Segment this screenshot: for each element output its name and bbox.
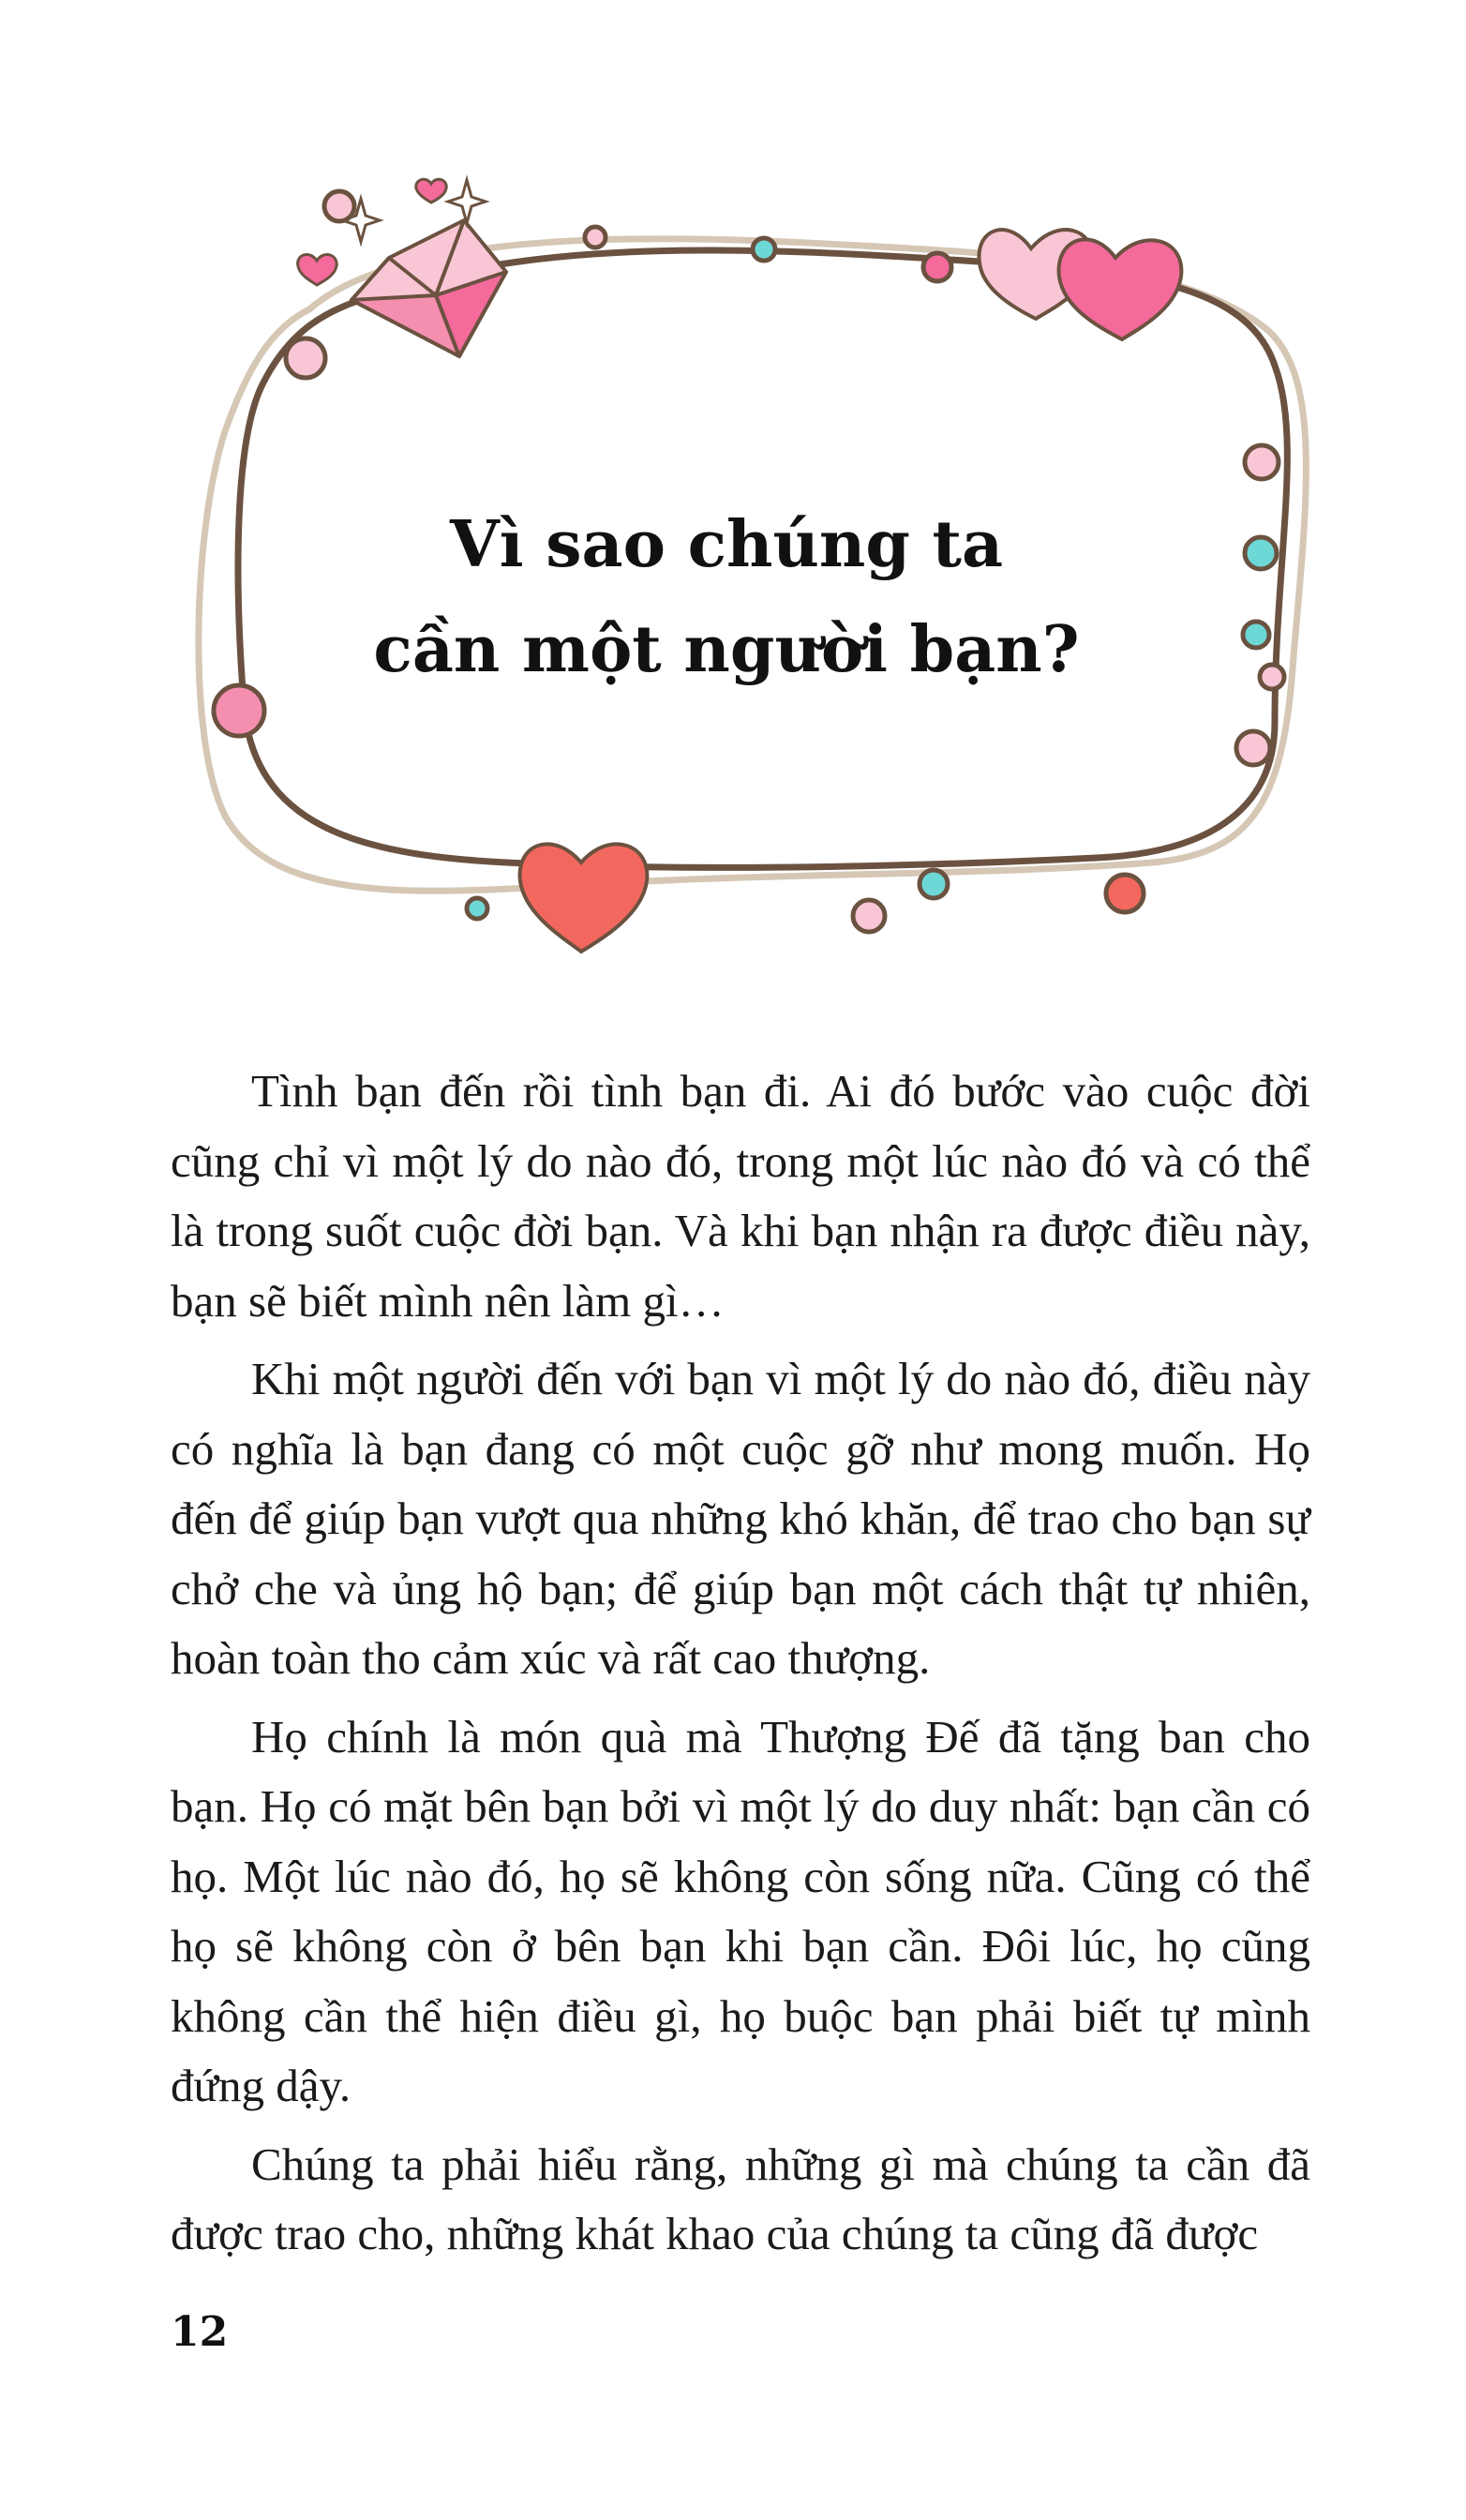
bead (1243, 622, 1269, 648)
paragraph: Chúng ta phải hiểu rằng, những gì mà chúng ta cần đã được trao cho, những khát khao của chúng ta cũng đã được (171, 2138, 1310, 2259)
bead (467, 898, 487, 919)
bead (1106, 875, 1144, 912)
bead (585, 227, 606, 248)
paragraph: Họ chính là món quà mà Thượng Đế đã tặng ban cho bạn. Họ có mặt bên bạn bởi vì một lý do duy nhất: bạn cần có họ. Một lúc nào đó, họ sẽ không còn sống nữa. Cũng có thể họ sẽ không còn ở bên bạn khi bạn cần. Đôi lúc, họ cũng không cần thể hiện điều gì, họ buộc bạn phải biết tự mình đứng dậy. (171, 1710, 1310, 2111)
body-text (171, 1057, 1310, 2278)
bead (1260, 665, 1284, 689)
bead (1236, 731, 1270, 765)
page-number: 12 (171, 2308, 229, 2356)
bead (753, 238, 775, 261)
page-title (328, 492, 1125, 702)
title-line-1: Vì sao chúng ta (449, 507, 1004, 582)
paragraph: Tình bạn đến rồi tình bạn đi. Ai đó bước vào cuộc đời cũng chỉ vì một lý do nào đó, trong một lúc nào đó và có thể là trong suốt cuộc đời bạn. Và khi bạn nhận ra được điều này, bạn sẽ biết mình nên làm gì… (171, 1065, 1310, 1327)
bead (286, 338, 325, 378)
sparkle-icon (448, 180, 486, 223)
bead (853, 900, 885, 932)
bead (1245, 537, 1277, 569)
heart-icon (520, 844, 648, 952)
bead (923, 253, 951, 281)
diamond-icon (352, 220, 506, 356)
title-line-2: cần một người bạn? (373, 612, 1080, 687)
heart-icon (416, 179, 446, 202)
heart-icon (1059, 239, 1182, 339)
bead (1245, 445, 1279, 479)
paragraph: Khi một người đến với bạn vì một lý do nào đó, điều này có nghĩa là bạn đang có một cuộc gỡ như mong muốn. Họ đến để giúp bạn vượt qua những khó khăn, để trao cho bạn sự chở che và ủng hộ bạn; để giúp bạn một cách thật tự nhiên, hoàn toàn tho cảm xúc và rất cao thượng. (171, 1353, 1310, 1684)
bead (920, 870, 948, 898)
heart-icon (298, 254, 337, 285)
bead (214, 685, 264, 736)
